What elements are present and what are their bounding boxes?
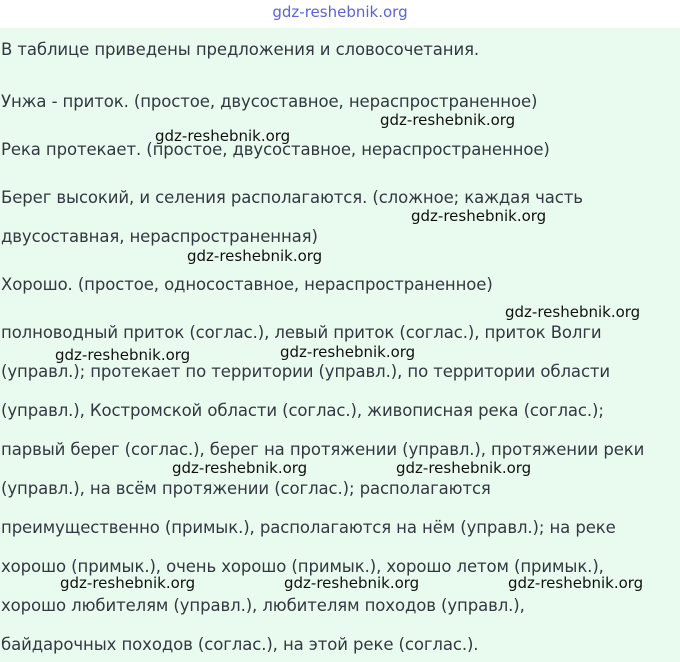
text-line: (управл.), Костромской области (соглас.), живописная река (соглас.); bbox=[1, 401, 604, 420]
text-line: Унжа - приток. (простое, двусоставное, нераспространенное) bbox=[1, 92, 538, 111]
watermark: gdz-reshebnik.org bbox=[380, 111, 516, 129]
watermark: gdz-reshebnik.org bbox=[508, 574, 644, 592]
watermark: gdz-reshebnik.org bbox=[280, 343, 416, 361]
watermark: gdz-reshebnik.org bbox=[396, 459, 532, 477]
watermark: gdz-reshebnik.org bbox=[187, 247, 323, 265]
text-line: полноводный приток (соглас.), левый приток (соглас.), приток Волги bbox=[1, 323, 602, 342]
text-line: парвый берег (соглас.), берег на протяжении (управл.), протяжении реки bbox=[1, 440, 645, 459]
text-line: двусоставная, нераспространенная) bbox=[1, 227, 318, 246]
text-line: Река протекает. (простое, двусоставное, нераспространенное) bbox=[1, 140, 550, 159]
watermark: gdz-reshebnik.org bbox=[172, 459, 308, 477]
watermark: gdz-reshebnik.org bbox=[284, 574, 420, 592]
text-line: Берег высокий, и селения располагаются. (сложное; каждая часть bbox=[1, 188, 583, 207]
site-header bbox=[0, 0, 680, 28]
text-line: (управл.), на всём протяжении (соглас.); располагаются bbox=[1, 479, 491, 498]
text-line: хорошо (примык.), очень хорошо (примык.), хорошо летом (примык.), bbox=[1, 557, 604, 576]
site-link[interactable]: gdz-reshebnik.org bbox=[272, 3, 408, 21]
intro-line: В таблице приведены предложения и словосочетания. bbox=[1, 40, 480, 59]
text-line: (управл.); протекает по территории (управл.), по территории области bbox=[1, 362, 611, 381]
answer-text bbox=[0, 28, 680, 662]
watermark: gdz-reshebnik.org bbox=[155, 127, 291, 145]
watermark: gdz-reshebnik.org bbox=[55, 346, 191, 364]
watermark: gdz-reshebnik.org bbox=[60, 574, 196, 592]
watermark: gdz-reshebnik.org bbox=[505, 303, 641, 321]
text-line: преимущественно (примык.), располагаются на нём (управл.); на реке bbox=[1, 518, 616, 537]
text-line: Хорошо. (простое, односоставное, нераспространенное) bbox=[1, 275, 493, 294]
text-line: байдарочных походов (соглас.), на этой реке (соглас.). bbox=[1, 635, 479, 654]
text-line: хорошо любителям (управл.), любителям походов (управл.), bbox=[1, 596, 525, 615]
watermark: gdz-reshebnik.org bbox=[411, 207, 547, 225]
